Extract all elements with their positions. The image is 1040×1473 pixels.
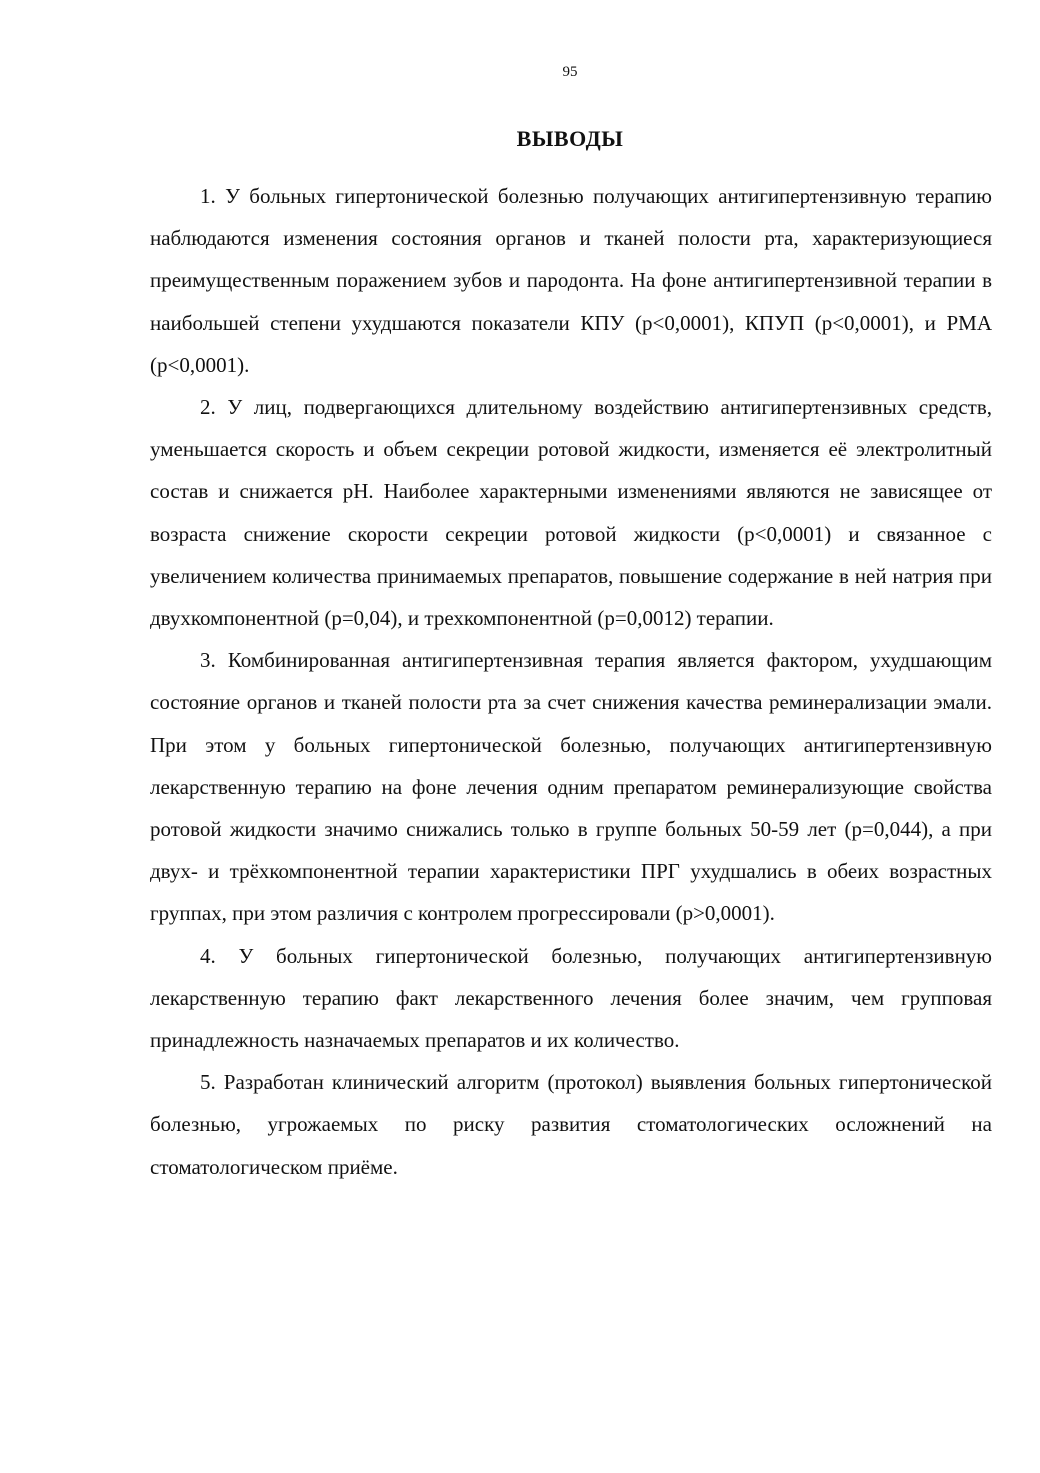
page-title: ВЫВОДЫ [516,126,624,151]
conclusion-paragraph-2: 2. У лиц, подвергающихся длительному воздействию антигипертензивных средств, уменьшается скорость и объем секреции ротовой жидкости, изменяется её электролитный состав и снижается pH. Наиболее характерными изменениями являются не зависящее от возраста снижение скорости секреции ротовой жидкости (p<0,0001) и связанное с увеличением количества принимаемых препаратов, повышение содержание в ней натрия при двухкомпонентной (p=0,04), и трехкомпонентной (p=0,0012) терапии. [150,395,992,631]
page-number: 95 [562,64,578,80]
conclusion-paragraph-1: 1. У больных гипертонической болезнью получающих антигипертензивную терапию наблюдаются изменения состояния органов и тканей полости рта, характеризующиеся преимущественным поражением зубов и пародонта. На фоне антигипертензивной терапии в наибольшей степени ухудшаются показатели КПУ (p<0,0001), КПУП (p<0,0001), и РМА (p<0,0001). [150,184,992,377]
conclusion-paragraph-4: 4. У больных гипертонической болезнью, получающих антигипертензивную лекарственную терапию факт лекарственного лечения более значим, чем групповая принадлежность назначаемых препаратов и их количество. [150,943,992,1053]
conclusion-paragraph-5: 5. Разработан клинический алгоритм (протокол) выявления больных гипертонической болезнью, угрожаемых по риску развития стоматологических осложнений на стоматологическом приёме. [150,1070,992,1179]
conclusions-body [150,175,992,1188]
conclusion-paragraph-3: 3. Комбинированная антигипертензивная терапия является фактором, ухудшающим состояние органов и тканей полости рта за счет снижения качества реминерализации эмали. При этом у больных гипертонической болезнью, получающих антигипертензивную лекарственную терапию на фоне лечения одним препаратом реминерализующие свойства ротовой жидкости значимо снижались только в группе больных 50-59 лет (p=0,044), а при двух- и трёхкомпонентной терапии характеристики ПРГ ухудшались в обеих возрастных группах, при этом различия с контролем прогрессировали (p>0,0001). [150,648,992,926]
